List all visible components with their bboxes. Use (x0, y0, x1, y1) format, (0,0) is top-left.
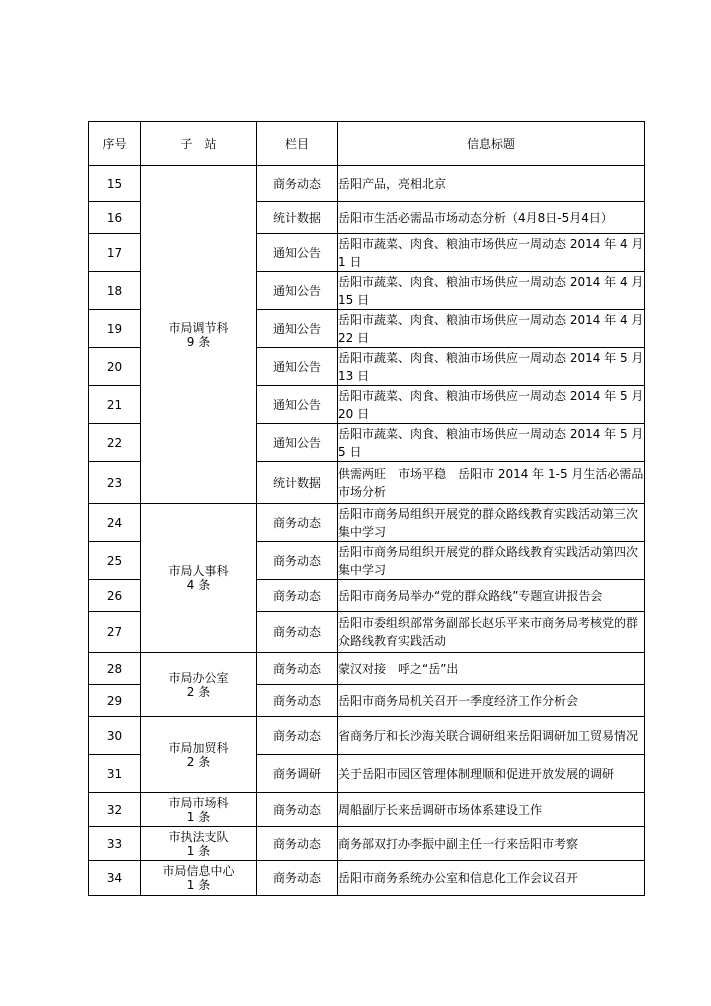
substation-name: 市局办公室 (168, 670, 229, 685)
row-seq: 26 (89, 580, 141, 612)
row-seq: 16 (89, 202, 141, 234)
row-title: 岳阳市蔬菜、肉食、粮油市场供应一周动态 2014 年 4 月 1 日 (338, 234, 645, 272)
row-title: 岳阳市蔬菜、肉食、粮油市场供应一周动态 2014 年 5 月 20 日 (338, 386, 645, 424)
row-title: 岳阳市蔬菜、肉食、粮油市场供应一周动态 2014 年 5 月 5 日 (338, 424, 645, 462)
substation-name: 市局人事科 (168, 564, 229, 578)
row-title: 岳阳市蔬菜、肉食、粮油市场供应一周动态 2014 年 5 月 13 日 (338, 348, 645, 386)
row-column: 统计数据 (257, 202, 338, 234)
row-title: 岳阳市商务局机关召开一季度经济工作分析会 (338, 685, 645, 717)
row-seq: 17 (89, 234, 141, 272)
row-column: 通知公告 (257, 424, 338, 462)
row-seq: 20 (89, 348, 141, 386)
row-title: 岳阳市商务局举办“党的群众路线”专题宣讲报告会 (338, 580, 645, 612)
row-seq: 25 (89, 542, 141, 580)
row-column: 商务动态 (257, 827, 338, 861)
row-column: 商务动态 (257, 166, 338, 202)
table-row (89, 166, 645, 202)
row-seq: 33 (89, 827, 141, 861)
row-title: 岳阳市商务局组织开展党的群众路线教育实践活动第四次集中学习 (338, 542, 645, 580)
row-title: 岳阳市蔬菜、肉食、粮油市场供应一周动态 2014 年 4 月 15 日 (338, 272, 645, 310)
row-column: 商务动态 (257, 685, 338, 717)
row-title: 蒙汉对接 呼之“岳”出 (338, 653, 645, 685)
row-column: 商务动态 (257, 717, 338, 755)
row-title: 岳阳市商务系统办公室和信息化工作会议召开 (338, 861, 645, 896)
substation-cell (141, 653, 257, 717)
row-seq: 21 (89, 386, 141, 424)
row-column: 商务动态 (257, 861, 338, 896)
row-title: 供需两旺 市场平稳 岳阳市 2014 年 1-5 月生活必需品市场分析 (338, 462, 645, 504)
row-column: 商务动态 (257, 580, 338, 612)
info-table (88, 121, 645, 896)
substation-cell (141, 793, 257, 827)
substation-count: 1 条 (186, 809, 211, 824)
row-column: 统计数据 (257, 462, 338, 504)
row-seq: 28 (89, 653, 141, 685)
substation-name: 市执法支队 (168, 829, 229, 844)
header-column: 栏目 (257, 122, 338, 166)
row-seq: 15 (89, 166, 141, 202)
row-column: 商务动态 (257, 612, 338, 653)
row-seq: 29 (89, 685, 141, 717)
substation-cell (141, 827, 257, 861)
row-title: 周船副厅长来岳调研市场体系建设工作 (338, 793, 645, 827)
header-title: 信息标题 (338, 122, 645, 166)
row-column: 通知公告 (257, 348, 338, 386)
row-column: 商务调研 (257, 755, 338, 793)
row-seq: 23 (89, 462, 141, 504)
row-column: 通知公告 (257, 310, 338, 348)
row-title: 岳阳产品，亮相北京 (338, 166, 645, 202)
row-seq: 31 (89, 755, 141, 793)
row-seq: 27 (89, 612, 141, 653)
substation-cell (141, 166, 257, 504)
row-title: 关于岳阳市园区管理体制理顺和促进开放发展的调研 (338, 755, 645, 793)
table-row (89, 504, 645, 542)
substation-cell (141, 861, 257, 896)
table-row (89, 653, 645, 685)
substation-count: 2 条 (186, 754, 211, 769)
substation-count: 2 条 (186, 684, 211, 699)
substation-name: 市局加贸科 (168, 740, 229, 755)
row-seq: 19 (89, 310, 141, 348)
row-seq: 32 (89, 793, 141, 827)
row-seq: 24 (89, 504, 141, 542)
row-column: 商务动态 (257, 653, 338, 685)
row-title: 商务部双打办李振中副主任一行来岳阳市考察 (338, 827, 645, 861)
table-row (89, 717, 645, 755)
substation-name: 市局信息中心 (162, 864, 235, 878)
substation-cell (141, 504, 257, 653)
table-row (89, 861, 645, 896)
substation-count: 1 条 (186, 878, 211, 892)
substation-name: 市局调节科 (168, 320, 229, 335)
row-seq: 18 (89, 272, 141, 310)
row-column: 商务动态 (257, 504, 338, 542)
row-column: 商务动态 (257, 542, 338, 580)
row-column: 通知公告 (257, 272, 338, 310)
row-title: 岳阳市商务局组织开展党的群众路线教育实践活动第三次集中学习 (338, 504, 645, 542)
substation-count: 9 条 (186, 334, 211, 349)
row-seq: 34 (89, 861, 141, 896)
table-row (89, 793, 645, 827)
header-row (89, 122, 645, 166)
substation-count: 1 条 (186, 843, 211, 858)
row-title: 岳阳市生活必需品市场动态分析（4月8日-5月4日） (338, 202, 645, 234)
row-seq: 22 (89, 424, 141, 462)
substation-cell (141, 717, 257, 793)
row-title: 岳阳市蔬菜、肉食、粮油市场供应一周动态 2014 年 4 月 22 日 (338, 310, 645, 348)
header-substation: 子 站 (141, 122, 257, 166)
header-seq: 序号 (89, 122, 141, 166)
table-row (89, 827, 645, 861)
substation-name: 市局市场科 (168, 795, 229, 810)
row-title: 省商务厅和长沙海关联合调研组来岳阳调研加工贸易情况 (338, 717, 645, 755)
row-title: 岳阳市委组织部常务副部长赵乐平来市商务局考核党的群众路线教育实践活动 (338, 612, 645, 653)
row-seq: 30 (89, 717, 141, 755)
row-column: 通知公告 (257, 234, 338, 272)
substation-count: 4 条 (186, 578, 211, 592)
row-column: 商务动态 (257, 793, 338, 827)
row-column: 通知公告 (257, 386, 338, 424)
